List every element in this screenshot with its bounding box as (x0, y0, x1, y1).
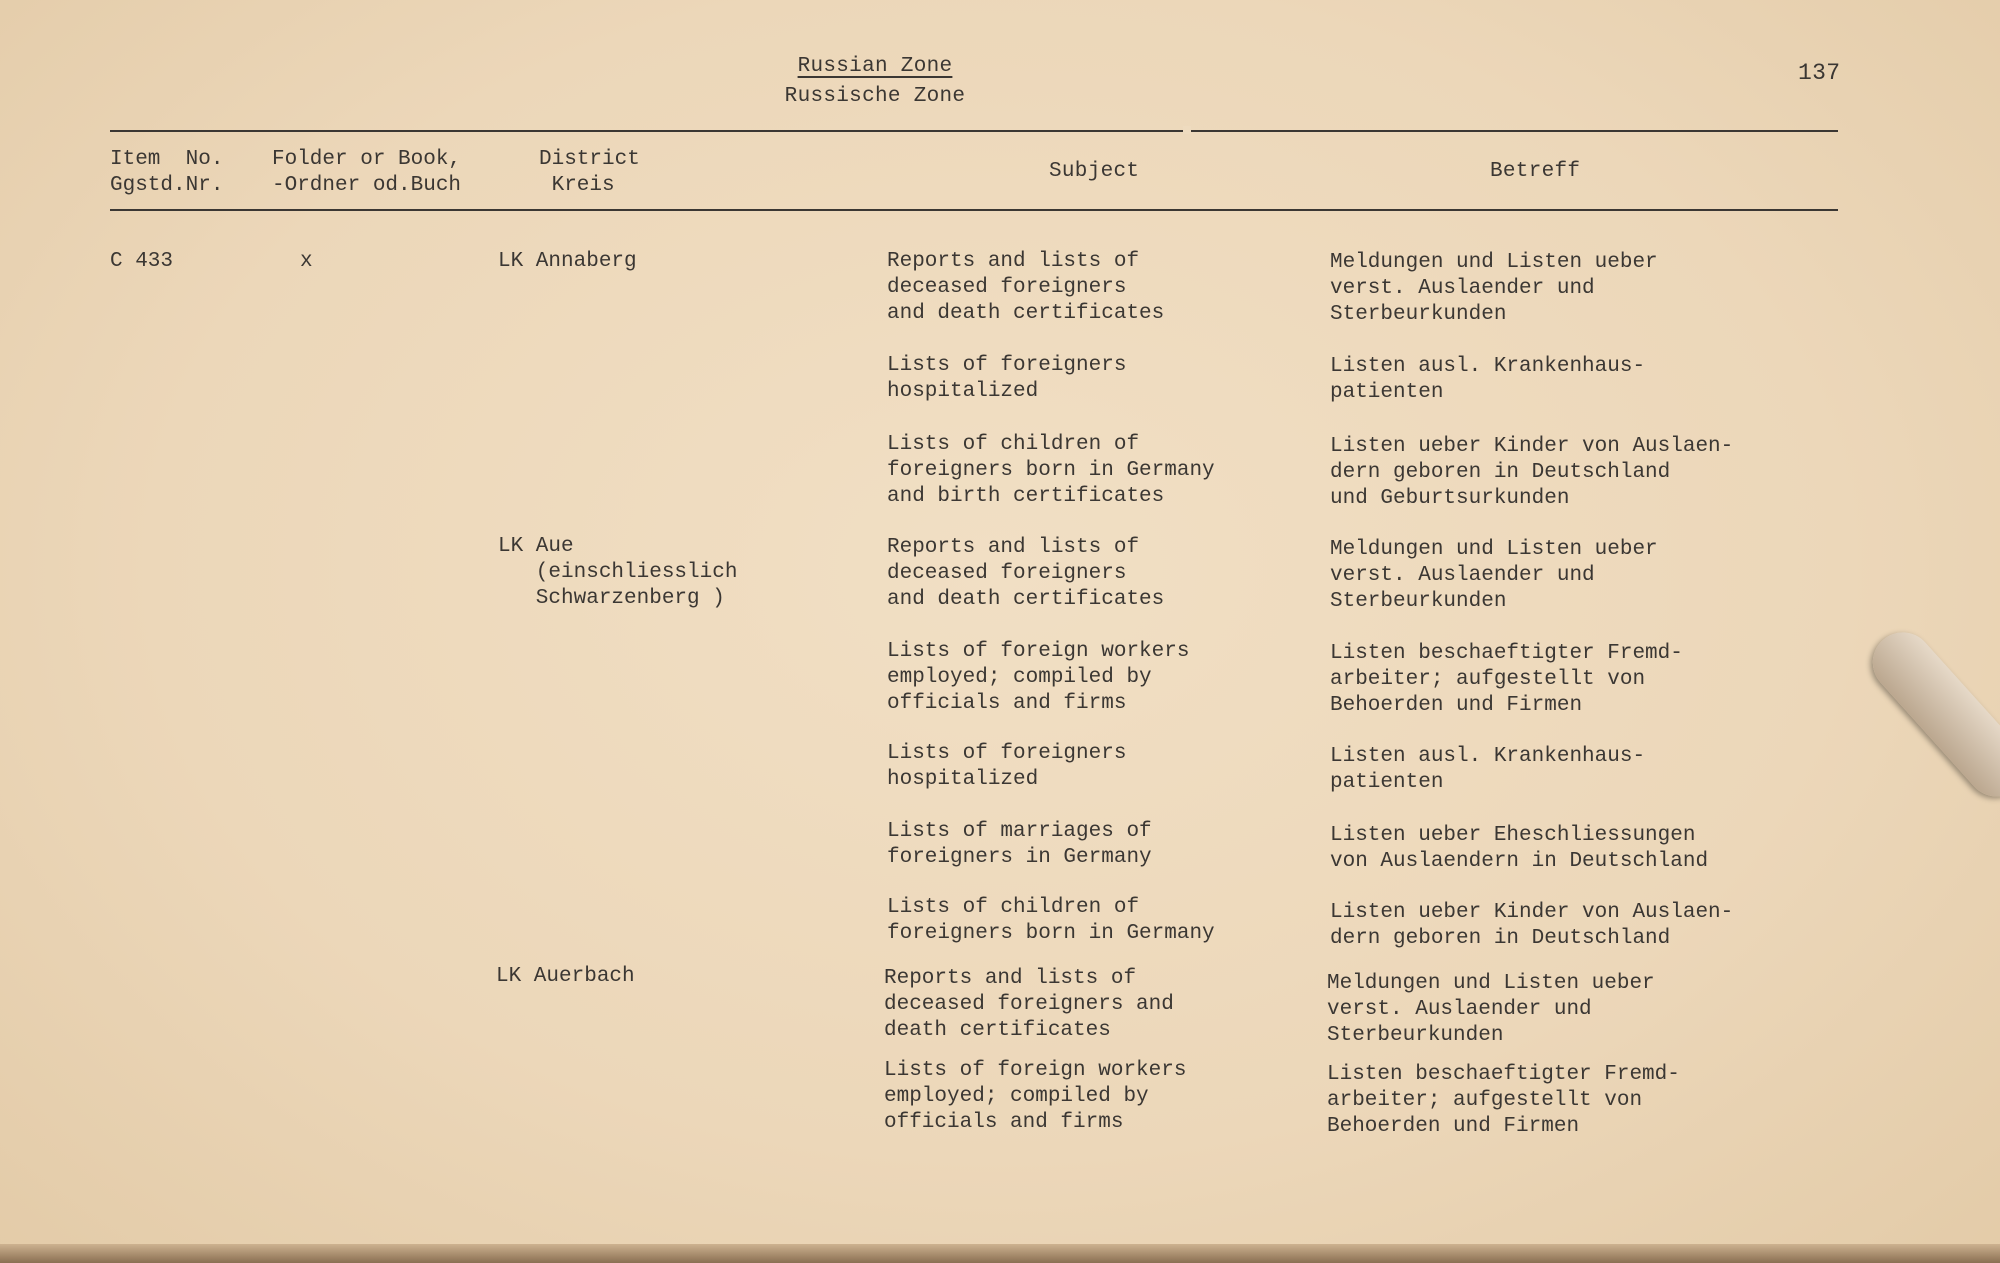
subject-line: Lists of foreign workers (884, 1059, 1187, 1082)
betreff-line: dern geboren in Deutschland (1330, 461, 1671, 484)
district-name-line: LK Aue (498, 535, 574, 558)
column-header-folder-en: Folder or Book, (272, 148, 462, 171)
betreff-entry-5 (1330, 641, 1683, 719)
subject-entry-6 (887, 741, 1126, 793)
header-rule-top (110, 130, 1838, 132)
subject-entry-4 (887, 535, 1164, 613)
subject-line: death certificates (884, 1019, 1111, 1042)
column-header-item-no-de: Ggstd.Nr. (110, 174, 224, 197)
page-number: 137 (1798, 60, 1841, 86)
betreff-line: Listen beschaeftigter Fremd- (1327, 1063, 1680, 1086)
district-auerbach (496, 964, 635, 990)
rule-gap (1183, 126, 1191, 134)
betreff-line: Listen ausl. Krankenhaus- (1330, 355, 1646, 378)
district-name-line: (einschliesslich (498, 561, 738, 584)
district-annaberg (498, 249, 637, 275)
betreff-line: Sterbeurkunden (1330, 590, 1507, 613)
subject-line: Reports and lists of (887, 536, 1140, 559)
betreff-entry-6 (1330, 744, 1645, 796)
subject-line: Lists of children of (887, 896, 1140, 919)
subject-line: hospitalized (887, 768, 1039, 791)
subject-line: deceased foreigners and (884, 993, 1174, 1016)
subject-line: Lists of children of (887, 433, 1140, 456)
betreff-line: Listen ueber Kinder von Auslaen- (1330, 435, 1734, 458)
column-header-district-de: Kreis (539, 174, 615, 197)
subject-line: Reports and lists of (884, 967, 1137, 990)
subject-line: deceased foreigners (887, 276, 1127, 299)
column-header-folder (272, 147, 461, 199)
subject-entry-2 (887, 353, 1126, 405)
betreff-entry-7 (1330, 823, 1708, 875)
subject-line: employed; compiled by (887, 666, 1152, 689)
betreff-line: Listen ueber Kinder von Auslaen- (1330, 901, 1734, 924)
subject-entry-8 (887, 895, 1215, 947)
betreff-entry-9 (1327, 971, 1655, 1049)
betreff-line: Sterbeurkunden (1327, 1024, 1504, 1047)
paper-clip (1860, 620, 2000, 809)
betreff-entry-3 (1330, 434, 1733, 512)
column-header-district-en: District (539, 148, 640, 171)
betreff-line: von Auslaendern in Deutschland (1330, 850, 1709, 873)
subject-line: hospitalized (887, 380, 1039, 403)
subject-line: foreigners born in Germany (887, 922, 1215, 945)
district-name-line: LK Auerbach (496, 965, 635, 988)
betreff-line: arbeiter; aufgestellt von (1327, 1089, 1643, 1112)
betreff-line: Sterbeurkunden (1330, 303, 1507, 326)
column-header-item-no (110, 147, 223, 199)
column-header-folder-de: -Ordner od.Buch (272, 174, 462, 197)
subject-line: and death certificates (887, 302, 1165, 325)
betreff-line: patienten (1330, 771, 1444, 794)
betreff-line: arbeiter; aufgestellt von (1330, 668, 1646, 691)
header-rule-bottom (110, 209, 1838, 211)
page-title-german: Russische Zone (784, 85, 966, 108)
subject-line: Lists of foreigners (887, 354, 1127, 377)
betreff-line: patienten (1330, 381, 1444, 404)
column-header-item-no-en: Item No. (110, 148, 224, 171)
betreff-entry-1 (1330, 250, 1658, 328)
subject-line: Lists of foreigners (887, 742, 1127, 765)
subject-line: and birth certificates (887, 485, 1165, 508)
subject-entry-7 (887, 819, 1152, 871)
betreff-line: und Geburtsurkunden (1330, 487, 1570, 510)
page-edge (0, 1244, 2000, 1263)
betreff-line: Listen ausl. Krankenhaus- (1330, 745, 1646, 768)
subject-line: deceased foreigners (887, 562, 1127, 585)
betreff-entry-10 (1327, 1062, 1680, 1140)
betreff-line: Behoerden und Firmen (1330, 694, 1583, 717)
subject-line: foreigners in Germany (887, 846, 1152, 869)
betreff-line: verst. Auslaender und (1330, 277, 1595, 300)
betreff-line: verst. Auslaender und (1330, 564, 1595, 587)
betreff-entry-2 (1330, 354, 1645, 406)
district-aue (498, 534, 737, 612)
subject-line: Lists of foreign workers (887, 640, 1190, 663)
subject-entry-5 (887, 639, 1189, 717)
subject-line: Lists of marriages of (887, 820, 1152, 843)
item-number: C 433 (110, 250, 174, 273)
betreff-line: Listen beschaeftigter Fremd- (1330, 642, 1683, 665)
betreff-entry-8 (1330, 900, 1733, 952)
betreff-line: Meldungen und Listen ueber (1327, 972, 1655, 995)
subject-line: officials and firms (887, 692, 1127, 715)
subject-line: employed; compiled by (884, 1085, 1149, 1108)
page-title-english: Russian Zone (797, 55, 953, 78)
subject-line: foreigners born in Germany (887, 459, 1215, 482)
column-header-betreff: Betreff (1490, 160, 1581, 183)
betreff-line: Behoerden und Firmen (1327, 1115, 1580, 1138)
betreff-line: Listen ueber Eheschliessungen (1330, 824, 1696, 847)
betreff-line: verst. Auslaender und (1327, 998, 1592, 1021)
subject-line: officials and firms (884, 1111, 1124, 1134)
column-header-subject: Subject (1049, 160, 1140, 183)
betreff-entry-4 (1330, 537, 1658, 615)
subject-entry-9 (884, 966, 1174, 1044)
subject-entry-3 (887, 432, 1215, 510)
subject-entry-1 (887, 249, 1164, 327)
subject-line: Reports and lists of (887, 250, 1140, 273)
district-name-line: Schwarzenberg ) (498, 587, 725, 610)
betreff-line: dern geboren in Deutschland (1330, 927, 1671, 950)
subject-line: and death certificates (887, 588, 1165, 611)
column-header-district (539, 147, 640, 199)
betreff-line: Meldungen und Listen ueber (1330, 538, 1658, 561)
betreff-line: Meldungen und Listen ueber (1330, 251, 1658, 274)
folder-mark: x (300, 250, 313, 273)
subject-entry-10 (884, 1058, 1186, 1136)
district-name-line: LK Annaberg (498, 250, 637, 273)
